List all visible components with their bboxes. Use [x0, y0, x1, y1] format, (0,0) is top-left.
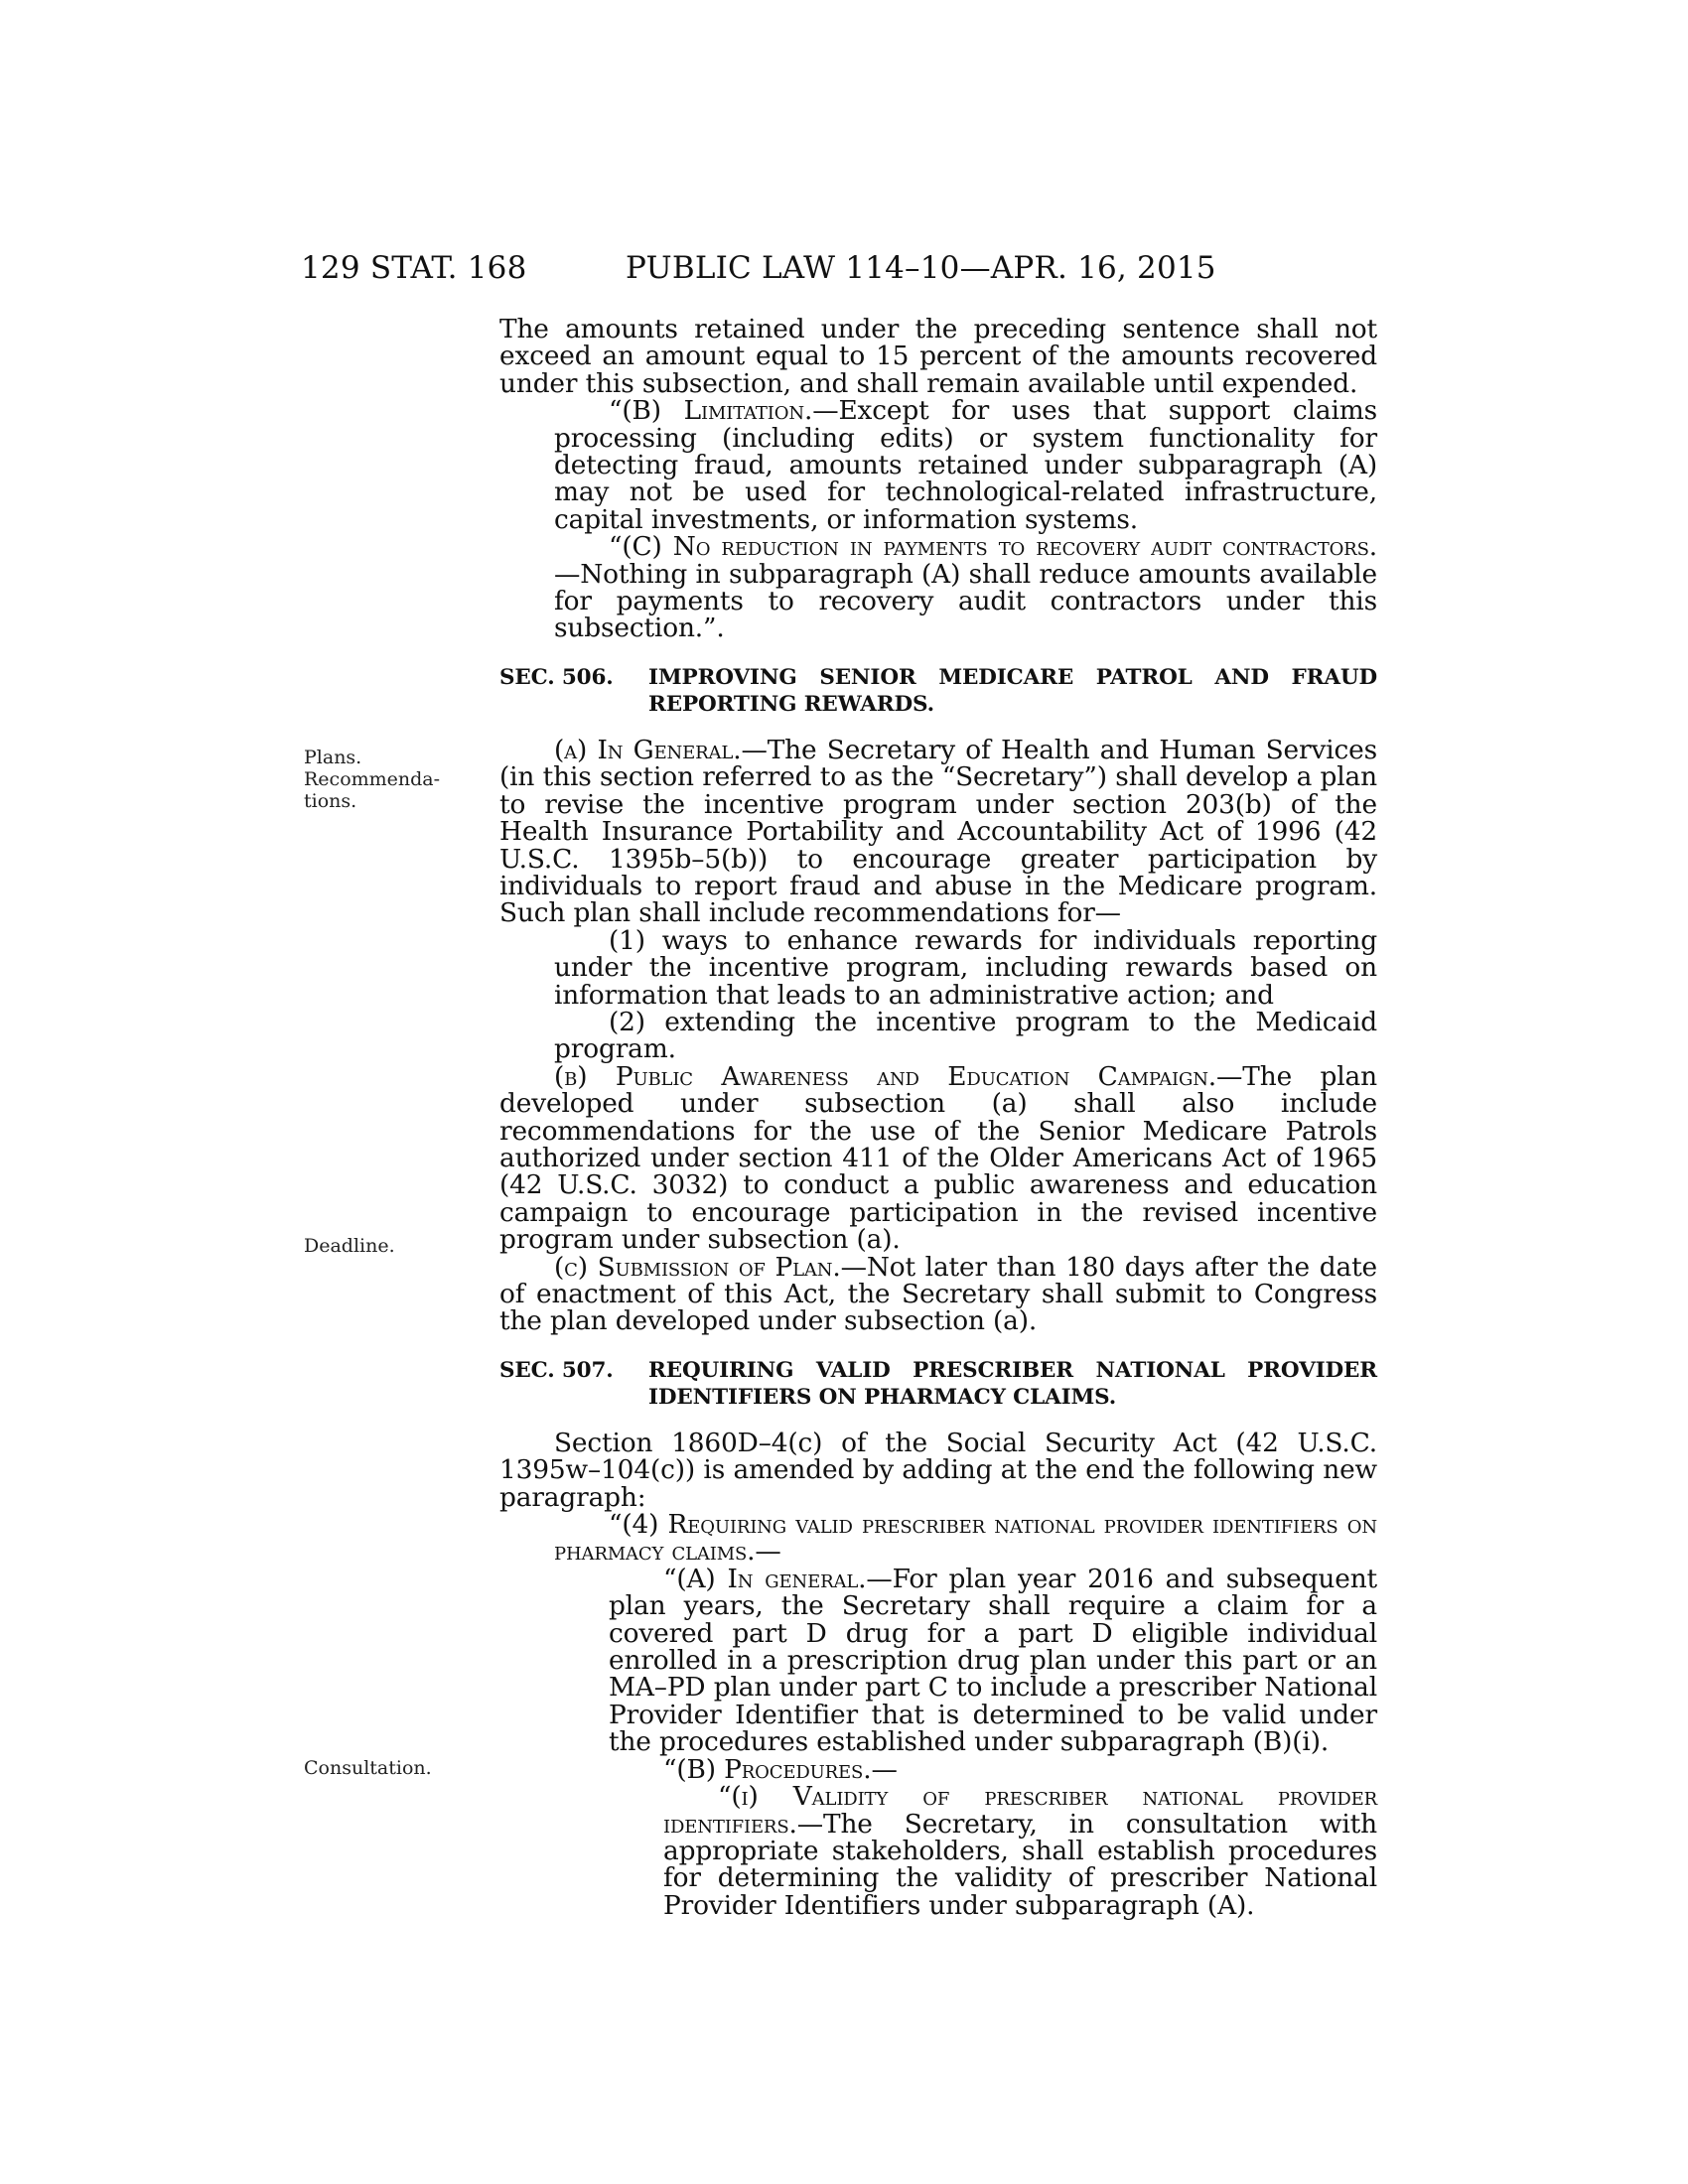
list-item-2: (2) extending the incentive program to the Medicaid program. — [554, 1006, 1377, 1065]
subsection-c-submission — [499, 1251, 1377, 1337]
running-header-title: PUBLIC LAW 114–10—APR. 16, 2015 — [626, 250, 1216, 286]
clause-heading: “(i) Validity of prescriber national provider identifiers. — [663, 1781, 1377, 1840]
section-number: SEC. 507. — [499, 1357, 614, 1383]
subparagraph-c-no-reduction — [499, 533, 1377, 642]
section-title: REQUIRING VALID PRESCRIBER NATIONAL PROVIDER IDENTIFIERS ON PHARMACY CLAIMS. — [648, 1357, 1377, 1410]
margin-note-deadline: Deadline. — [304, 1235, 395, 1257]
margin-note-consultation: Consultation. — [304, 1757, 432, 1779]
subsection-heading: (c) Submission of Plan. — [554, 1251, 841, 1283]
paragraph-dash: — — [755, 1536, 781, 1568]
statute-page-reference: 129 STAT. 168 — [301, 250, 527, 286]
section-number: SEC. 506. — [499, 664, 614, 690]
subparagraph-b-procedures — [499, 1753, 1377, 1785]
list-item-1: (1) ways to enhance rewards for individuals reporting under the incentive program, including rewards based on information that leads to an administrative action; and — [554, 924, 1377, 1011]
subparagraph-heading: “(C) No reduction in payments to recovery audit contractors. — [609, 531, 1377, 563]
subparagraph-a-general — [499, 1563, 1377, 1758]
margin-note-plans — [304, 747, 440, 812]
subparagraph-heading: “(B) Limitation. — [609, 395, 813, 427]
paragraph-heading: “(4) Requiring valid prescriber national provider identifiers on pharmacy claims. — [554, 1509, 1377, 1568]
subsection-text: —The plan developed under subsection (a) shall also include recommendations for the use of the Senior Medicare Patrols authorized under section 411 of the Older Americans Act of 1965 (42 U.S.C. 3032) to conduct a public awareness and education campaign to encourage participation in the revised incentive program under subsection (a). — [499, 1060, 1377, 1256]
subparagraph-heading: “(A) In general. — [663, 1563, 867, 1594]
subparagraph-text: —Except for uses that support claims processing (including edits) or system functionality for detecting fraud, amounts retained under subparagraph (A) may not be used for technological-related infrastructure, capital investments, or information systems. — [554, 395, 1377, 535]
subparagraph-dash: — — [871, 1753, 898, 1785]
margin-note-line: Plans. — [304, 747, 362, 768]
subparagraph-b-limitation — [499, 397, 1377, 533]
subsection-text: —The Secretary of Health and Human Services (in this section referred to as the “Secretary”) shall develop a plan to revise the incentive program under section 203(b) of the Health Insurance Portability and Accountability Act of 1996 (42 U.S.C. 1395b–5(b)) to encourage greater participation by individuals to report fraud and abuse in the Medicare program. Such plan shall include recommendations for— — [499, 734, 1377, 929]
clause-text: —The Secretary, in consultation with appropriate stakeholders, shall establish procedures for determining the validity of prescriber National Provider Identifiers under subparagraph (A). — [663, 1808, 1377, 1921]
margin-note-line: Recommenda- — [304, 768, 441, 790]
subsection-a-general — [499, 734, 1377, 929]
section-507-intro: Section 1860D–4(c) of the Social Security Act (42 U.S.C. 1395w–104(c)) is amended by adding at the end the following new paragraph: — [499, 1427, 1377, 1513]
section-506-heading — [499, 664, 1377, 718]
subsection-heading: (a) In General. — [554, 734, 742, 765]
continuation-paragraph: The amounts retained under the preceding sentence shall not exceed an amount equal to 15 percent of the amounts recovered under this subsection, and shall remain available until expended. — [499, 314, 1377, 399]
section-title: IMPROVING SENIOR MEDICARE PATROL AND FRAUD REPORTING REWARDS. — [648, 664, 1377, 717]
subparagraph-text: —For plan year 2016 and subsequent plan years, the Secretary shall require a claim for a covered part D drug for a part D eligible individual enrolled in a prescription drug plan under this part or an MA–PD plan under part C to include a prescriber National Provider Identifier that is determined to be valid under the procedures established under subparagraph (B)(i). — [609, 1563, 1377, 1758]
margin-note-line: tions. — [304, 790, 357, 812]
subparagraph-heading: “(B) Procedures. — [663, 1753, 872, 1785]
body-text — [499, 316, 1377, 1919]
subsection-heading: (b) Public Awareness and Education Campaign. — [554, 1060, 1217, 1092]
subsection-b-awareness — [499, 1060, 1377, 1256]
subparagraph-text: —Nothing in subparagraph (A) shall reduce amounts available for payments to recovery audit contractors under this subsection.”. — [554, 558, 1377, 644]
subsection-text: —Not later than 180 days after the date of enactment of this Act, the Secretary shall submit to Congress the plan developed under subsection (a). — [499, 1251, 1377, 1337]
paragraph-4-heading — [499, 1511, 1377, 1566]
clause-i-validity — [499, 1783, 1377, 1919]
section-507-heading — [499, 1357, 1377, 1411]
